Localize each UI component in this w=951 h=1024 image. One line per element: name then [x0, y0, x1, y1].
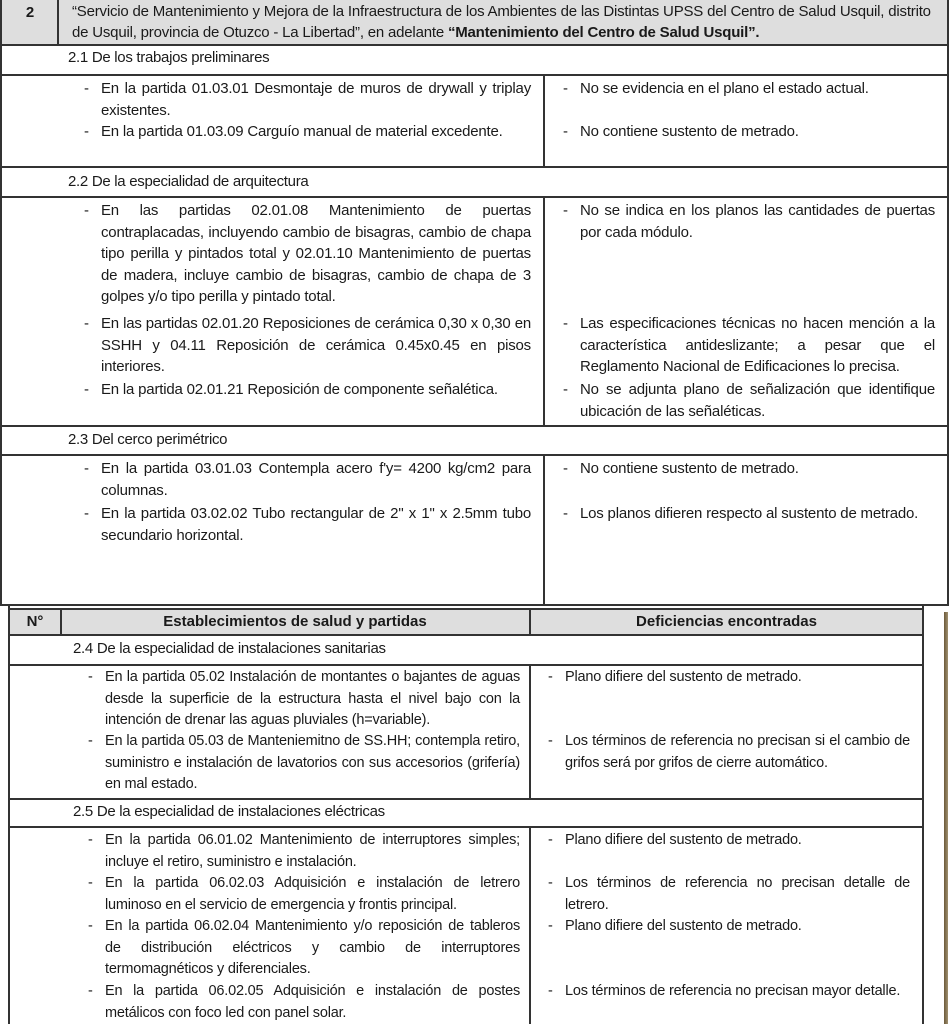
- deficiencia-item: - Plano difiere del sustento de metrado.: [548, 669, 802, 685]
- project-title-short: “Mantenimiento del Centro de Salud Usquil”.: [447, 24, 760, 41]
- partida-item: - En la partida 06.02.03 Adquisición e instalación de letrero luminoso en el servicio de emergencia y frontis principal.: [88, 875, 520, 913]
- deficiencia-item: - No se adjunta plano de señalización que identifique ubicación de las señaléticas.: [563, 381, 935, 420]
- deficiencia-item: - No contiene sustento de metrado.: [563, 460, 799, 477]
- row-divider: [0, 425, 949, 427]
- partida-item: - En la partida 02.01.21 Reposición de componente señalética.: [84, 381, 498, 398]
- partida-item: - En la partida 03.02.02 Tubo rectangular de 2" x 1" x 2.5mm tubo secundario horizontal.: [84, 505, 531, 544]
- row-divider: [0, 454, 949, 456]
- project-title-text: “Servicio de Mantenimiento y Mejora de la Infraestructura de los Ambientes de las Distintas UPSS del Centro de Salud Usquil, distrito de Usquil, provincia de Otuzco - La Libertad”, en adelante: [72, 3, 931, 41]
- partida-item: - En la partida 06.02.05 Adquisición e instalación de postes metálicos con foco led con panel solar.: [88, 983, 520, 1021]
- deficiencia-item: - Los términos de referencia no precisan detalle de letrero.: [548, 875, 910, 913]
- row-divider: [8, 826, 924, 828]
- row-divider: [0, 44, 949, 46]
- row-divider: [8, 634, 924, 636]
- column-divider: [543, 74, 545, 168]
- row-divider: [8, 798, 924, 800]
- section-heading-2-5: 2.5 De la especialidad de instalaciones eléctricas: [73, 803, 385, 820]
- column-divider: [529, 826, 531, 1024]
- row-divider: [8, 664, 924, 666]
- partida-item: - En la partida 06.02.04 Mantenimiento y/o reposición de tableros de distribución eléctricos y cambio de interruptores termomagnéticos y diferenciales.: [88, 918, 520, 977]
- deficiencia-item: - Plano difiere del sustento de metrado.: [548, 918, 802, 934]
- section-heading-2-2: 2.2 De la especialidad de arquitectura: [68, 173, 309, 190]
- project-title: [60, 1, 940, 43]
- column-divider: [543, 454, 545, 606]
- header-partidas: Establecimientos de salud y partidas: [163, 613, 427, 630]
- partida-item: - En las partidas 02.01.08 Mantenimiento de puertas contraplacadas, incluyendo cambio de bisagras, cambio de chapa tipo perilla y pintados total y 02.01.10 Mantenimiento de puertas de madera, incluye cambio de bisagras, cambio de chapa de 3 golpes y/o tipo perilla y pintado total.: [84, 202, 531, 305]
- row-divider: [0, 74, 949, 76]
- deficiencia-item: - Las especificaciones técnicas no hacen mención a la característica antideslizante; a pesar que el Reglamento Nacional de Edificaciones lo precisa.: [563, 315, 935, 375]
- row-divider: [0, 166, 949, 168]
- partida-item: - En la partida 05.03 de Manteniemitno de SS.HH; contempla retiro, suministro e instalación de lavatorios con sus accesorios (grifería) en mal estado.: [88, 733, 520, 792]
- partida-item: - En la partida 03.01.03 Contempla acero f'y= 4200 kg/cm2 para columnas.: [84, 460, 531, 499]
- partida-item: - En la partida 01.03.01 Desmontaje de muros de drywall y triplay existentes.: [84, 80, 531, 119]
- partida-item: - En la partida 01.03.09 Carguío manual de material excedente.: [84, 123, 503, 140]
- deficiencia-item: - Plano difiere del sustento de metrado.: [548, 832, 802, 848]
- header-number: N°: [26, 613, 44, 630]
- row-divider: [0, 196, 949, 198]
- scan-edge: [944, 612, 948, 1024]
- partida-item: - En la partida 06.01.02 Mantenimiento de interruptores simples; incluye el retiro, suministro e instalación.: [88, 832, 520, 870]
- deficiencia-item: - Los términos de referencia no precisan mayor detalle.: [548, 983, 901, 999]
- column-divider: [543, 196, 545, 426]
- section-heading-2-1: 2.1 De los trabajos preliminares: [68, 49, 270, 66]
- column-divider: [529, 664, 531, 798]
- header-deficiencias: Deficiencias encontradas: [636, 613, 817, 630]
- deficiencia-item: - Los términos de referencia no precisan si el cambio de grifos será por grifos de cierre automático.: [548, 733, 910, 771]
- section-heading-2-4: 2.4 De la especialidad de instalaciones sanitarias: [73, 640, 386, 657]
- deficiencia-item: - Los planos difieren respecto al sustento de metrado.: [563, 505, 919, 522]
- partida-item: - En la partida 05.02 Instalación de montantes o bajantes de aguas desde la superficie de la estructura hasta el nivel bajo con la intención de drenar las aguas pluviales (h=variable).: [88, 669, 520, 728]
- partida-item: - En las partidas 02.01.20 Reposiciones de cerámica 0,30 x 0,30 en SSHH y 04.11 Reposición de cerámica 0.45x0.45 en pisos interiores.: [84, 315, 531, 375]
- deficiencia-item: - No contiene sustento de metrado.: [563, 123, 799, 140]
- section-heading-2-3: 2.3 Del cerco perimétrico: [68, 431, 228, 448]
- deficiencia-item: - No se indica en los planos las cantidades de puertas por cada módulo.: [563, 202, 935, 241]
- row-number: 2: [25, 4, 35, 21]
- deficiencia-item: - No se evidencia en el plano el estado actual.: [563, 80, 869, 97]
